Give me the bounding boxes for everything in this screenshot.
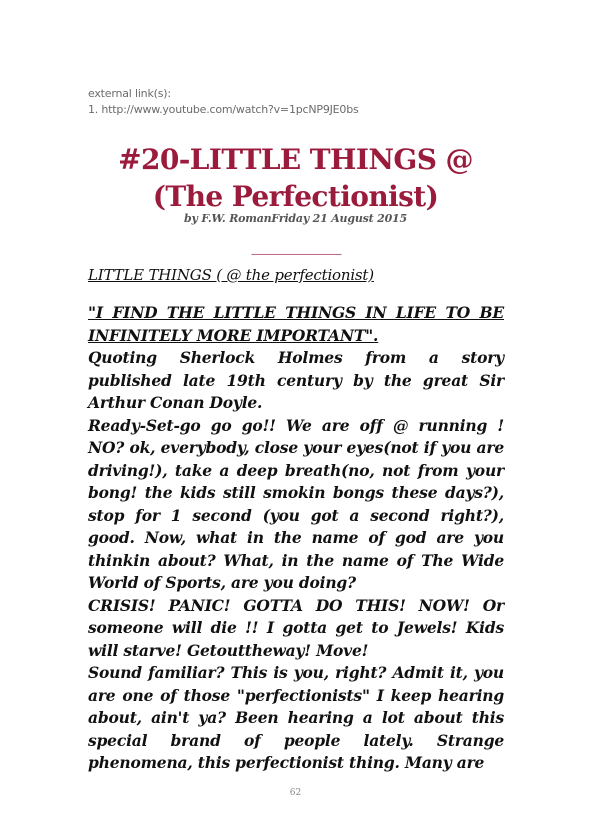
page-title-line-1: #20-LITTLE THINGS @ — [118, 143, 473, 176]
body-paragraph: Ready-Set-go go go!! We are off @ running ! NO? ok, everybody, close your eyes(not if you are driving!), take a deep breath(no, not from your bong! the kids still smokin bongs these days?), stop for 1 second (you got a second right?), good. Now, what in the name of god are you thinkin about? What, in the name of The Wide World of Sports, are you doing? — [88, 415, 504, 592]
body-paragraph: CRISIS! PANIC! GOTTA DO THIS! NOW! Or someone will die !! I gotta get to Jewels! Kids will starve! Getouttheway! Move! — [88, 595, 504, 660]
body-text — [88, 302, 504, 775]
body-paragraph: Quoting Sherlock Holmes from a story published late 19th century by the great Sir Arthur Conan Doyle. — [88, 348, 504, 412]
page-title-line-2: (The Perfectionist) — [152, 180, 439, 213]
body-paragraph-quote: "I FIND THE LITTLE THINGS IN LIFE TO BE INFINITELY MORE IMPORTANT". — [88, 303, 504, 345]
page-number: 62 — [289, 788, 302, 798]
byline: by F.W. RomanFriday 21 August 2015 — [184, 212, 407, 225]
section-divider: —————————— — [251, 250, 341, 260]
external-links-label: external link(s): — [88, 87, 171, 100]
body-paragraph: Sound familiar? This is you, right? Admit it, you are one of those "perfectionists" I keep hearing about, ain't ya? Been hearing a lot about this special brand of people lately. Strange phenomena, this perfectionist thing. Many are — [88, 663, 504, 772]
external-link-1[interactable]: 1. http://www.youtube.com/watch?v=1pcNP9JE0bs — [88, 103, 359, 116]
section-subtitle: LITTLE THINGS ( @ the perfectionist) — [88, 266, 374, 284]
